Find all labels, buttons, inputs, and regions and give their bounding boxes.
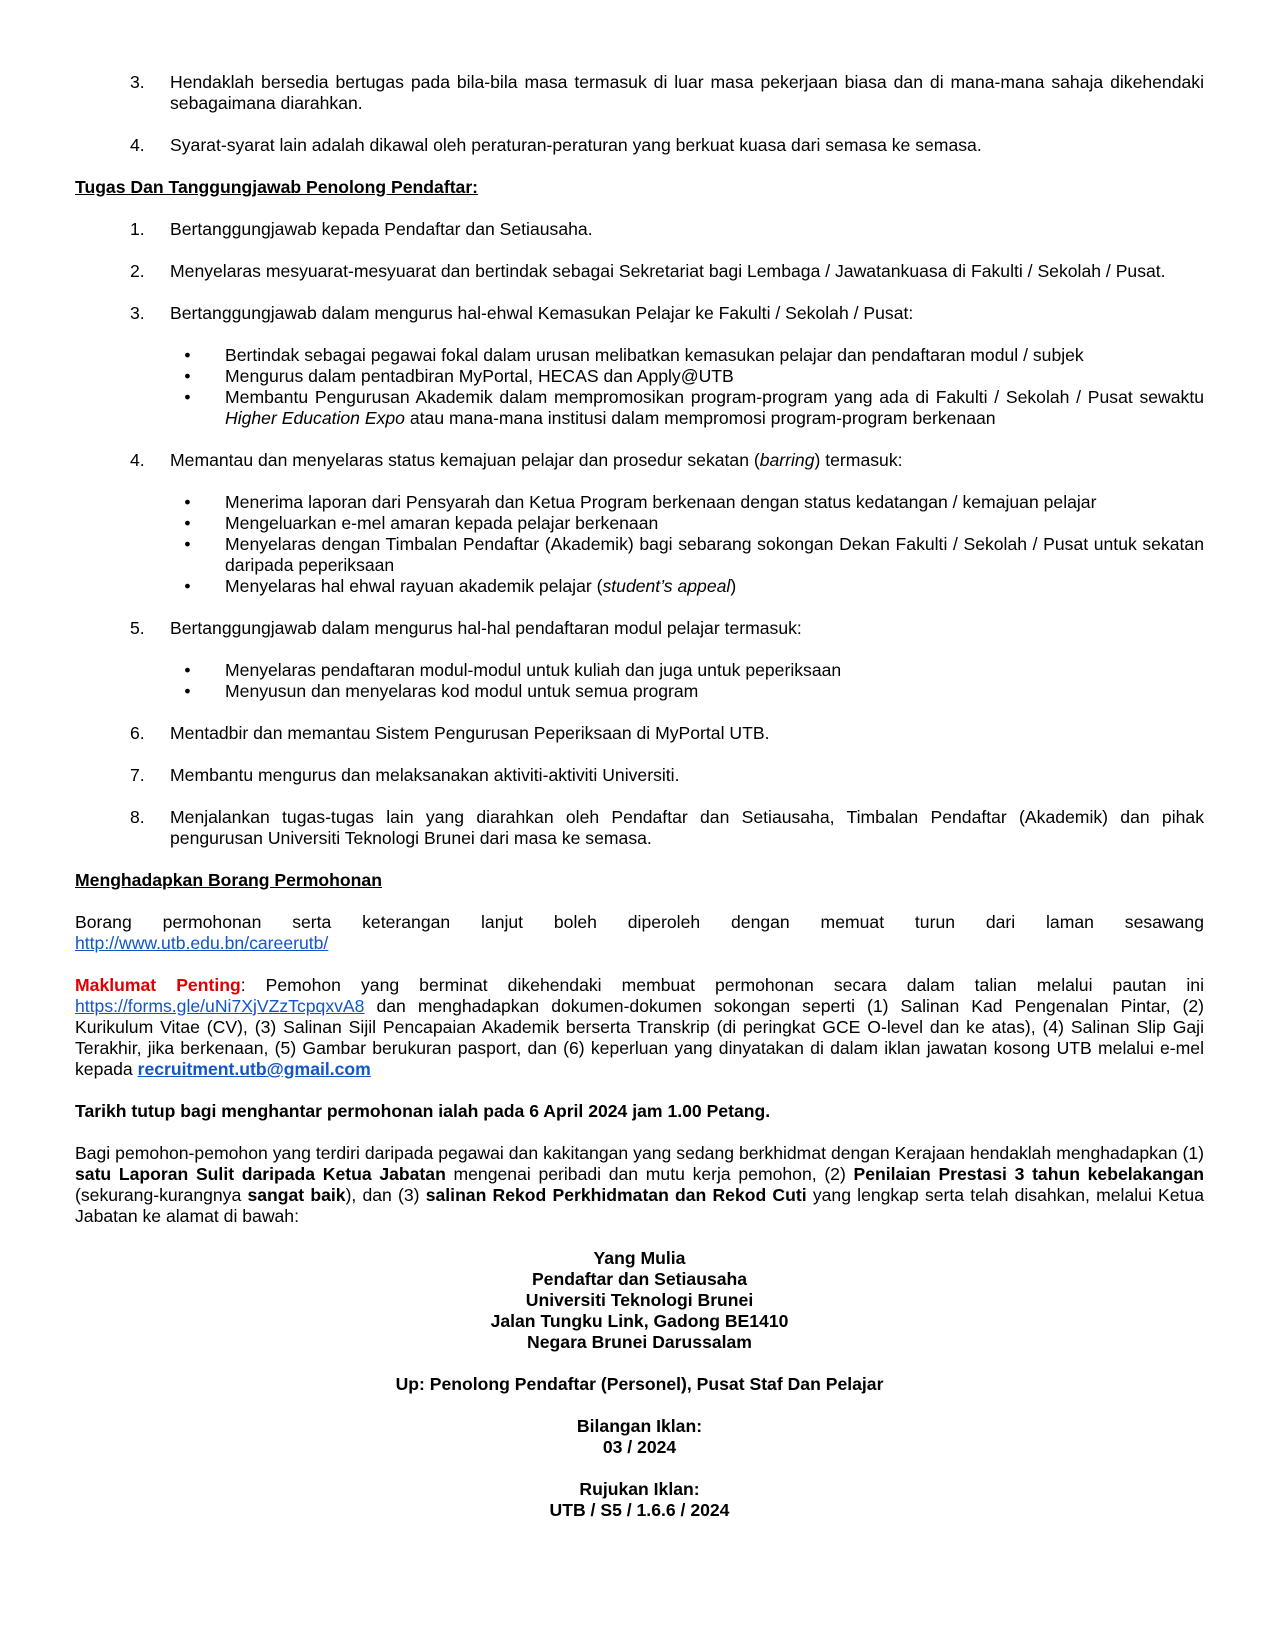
list-item [75, 807, 1204, 849]
item-text: Syarat-syarat lain adalah dikawal oleh peraturan-peraturan yang berkuat kuasa dari semasa ke semasa. [170, 135, 982, 155]
bullet-list [150, 660, 1204, 702]
address-line: Jalan Tungku Link, Gadong BE1410 [490, 1311, 789, 1331]
address-line: Yang Mulia [593, 1248, 686, 1268]
duties-heading: Tugas Dan Tanggungjawab Penolong Pendaftar: [75, 177, 479, 197]
document-page [75, 72, 1204, 1542]
item-text: Menjalankan tugas-tugas lain yang diarahkan oleh Pendaftar dan Setiausaha, Timbalan Pendaftar (Akademik) dan pihak pengurusan Universiti Teknologi Brunei dari masa ke semasa. [170, 807, 1204, 848]
important-info-paragraph: Maklumat Penting: Pemohon yang berminat dikehendaki membuat permohonan secara dalam talian melalui pautan ini https://forms.gle/uNi7XjVZzTcpqxvA8 dan menghadapkan dokumen-dokumen sokongan seperti (1) Salinan Kad Pengenalan Pintar, (2) Kurikulum Vitae (CV), (3) Salinan Sijil Pencapaian Akademik berserta Transkrip (di peringkat GCE O-level dan ke atas), (4) Salinan Slip Gaji Terakhir, jika berkenaan, (5) Gambar berukuran pasport, dan (6) keperluan yang dinyatakan di dalam iklan jawatan kosong UTB melalui e-mel kepada recruitment.utb@gmail.com [75, 975, 1204, 1079]
address-line: Negara Brunei Darussalam [527, 1332, 752, 1352]
ad-reference: Rujukan Iklan: UTB / S5 / 1.6.6 / 2024 [549, 1479, 730, 1520]
item-number: 8. [130, 807, 145, 827]
deadline-text: Tarikh tutup bagi menghantar permohonan ialah pada 6 April 2024 jam 1.00 Petang. [75, 1101, 771, 1121]
item-number: 1. [130, 219, 145, 239]
submission-heading: Menghadapkan Borang Permohonan [75, 870, 382, 890]
list-item [75, 618, 1204, 702]
bullet-item: • Bertindak sebagai pegawai fokal dalam urusan melibatkan kemasukan pelajar dan pendaftaran modul / subjek [184, 345, 1084, 365]
item-number: 4. [130, 135, 145, 155]
list-item [75, 450, 1204, 597]
item-text: Bertanggungjawab dalam mengurus hal-ehwal Kemasukan Pelajar ke Fakulti / Sekolah / Pusat: [170, 303, 914, 323]
recruitment-email-link[interactable]: recruitment.utb@gmail.com [137, 1059, 371, 1079]
bullet-item: • Menyelaras pendaftaran modul-modul untuk kuliah dan juga untuk peperiksaan [184, 660, 842, 680]
bullet-list [150, 345, 1204, 429]
bullet-list [150, 492, 1204, 597]
attention-line: Up: Penolong Pendaftar (Personel), Pusat Staf Dan Pelajar [395, 1374, 884, 1394]
list-item [75, 723, 1204, 744]
important-label: Maklumat Penting [75, 975, 241, 995]
form-download-paragraph: Borang permohonan serta keterangan lanjut boleh diperoleh dengan memuat turun dari laman sesawang http://www.utb.edu.bn/careerutb/ [75, 912, 1204, 953]
bullet-item: • Membantu Pengurusan Akademik dalam mempromosikan program-program yang ada di Fakulti / Sekolah / Pusat sewaktu Higher Education Expo atau mana-mana institusi dalam mempromosi program-program berkenaan [184, 387, 1204, 428]
bullet-item: • Mengurus dalam pentadbiran MyPortal, HECAS dan Apply@UTB [184, 366, 734, 386]
list-item [75, 765, 1204, 786]
bullet-item: • Menyelaras dengan Timbalan Pendaftar (Akademik) bagi sebarang sokongan Dekan Fakulti / Sekolah / Pusat untuk sekatan daripada peperiksaan [184, 534, 1204, 575]
item-number: 5. [130, 618, 145, 638]
item-number: 3. [130, 303, 145, 323]
item-number: 6. [130, 723, 145, 743]
career-url-link[interactable]: http://www.utb.edu.bn/careerutb/ [75, 933, 329, 953]
address-line: Pendaftar dan Setiausaha [531, 1269, 748, 1289]
item-text: Menyelaras mesyuarat-mesyuarat dan bertindak sebagai Sekretariat bagi Lembaga / Jawatankuasa di Fakulti / Sekolah / Pusat. [170, 261, 1166, 281]
bullet-item: • Mengeluarkan e-mel amaran kepada pelajar berkenaan [184, 513, 659, 533]
item-text: Bertanggungjawab kepada Pendaftar dan Setiausaha. [170, 219, 593, 239]
bullet-item: • Menyusun dan menyelaras kod modul untuk semua program [184, 681, 699, 701]
ad-number: Bilangan Iklan: 03 / 2024 [576, 1416, 703, 1457]
list-item [75, 72, 1204, 114]
item-text: Hendaklah bersedia bertugas pada bila-bila masa termasuk di luar masa pekerjaan biasa dan di mana-mana sahaja dikehendaki sebagaimana diarahkan. [170, 72, 1204, 113]
list-item [75, 135, 1204, 156]
item-text: Bertanggungjawab dalam mengurus hal-hal pendaftaran modul pelajar termasuk: [170, 618, 802, 638]
list-item [75, 261, 1204, 282]
address-line: Universiti Teknologi Brunei [525, 1290, 754, 1310]
item-number: 3. [130, 72, 145, 92]
government-applicants-paragraph: Bagi pemohon-pemohon yang terdiri daripada pegawai dan kakitangan yang sedang berkhidmat dengan Kerajaan hendaklah menghadapkan (1) satu Laporan Sulit daripada Ketua Jabatan mengenai peribadi dan mutu kerja pemohon, (2) Penilaian Prestasi 3 tahun kebelakangan (sekurang-kurangnya sangat baik), dan (3) salinan Rekod Perkhidmatan dan Rekod Cuti yang lengkap serta telah disahkan, melalui Ketua Jabatan ke alamat di bawah: [75, 1143, 1204, 1226]
item-text: Mentadbir dan memantau Sistem Pengurusan Peperiksaan di MyPortal UTB. [170, 723, 770, 743]
list-item [75, 303, 1204, 429]
bullet-item: • Menyelaras hal ehwal rayuan akademik pelajar (student’s appeal) [184, 576, 737, 596]
item-number: 7. [130, 765, 145, 785]
list-item [75, 219, 1204, 240]
item-number: 4. [130, 450, 145, 470]
item-number: 2. [130, 261, 145, 281]
conditions-list [75, 72, 1204, 156]
item-text: Memantau dan menyelaras status kemajuan pelajar dan prosedur sekatan (barring) termasuk: [170, 450, 903, 470]
mailing-address [75, 1248, 1204, 1353]
duties-list [75, 219, 1204, 849]
bullet-item: • Menerima laporan dari Pensyarah dan Ketua Program berkenaan dengan status kedatangan / kemajuan pelajar [184, 492, 1097, 512]
application-form-link[interactable]: https://forms.gle/uNi7XjVZzTcpqxvA8 [75, 996, 365, 1016]
item-text: Membantu mengurus dan melaksanakan aktiviti-aktiviti Universiti. [170, 765, 680, 785]
